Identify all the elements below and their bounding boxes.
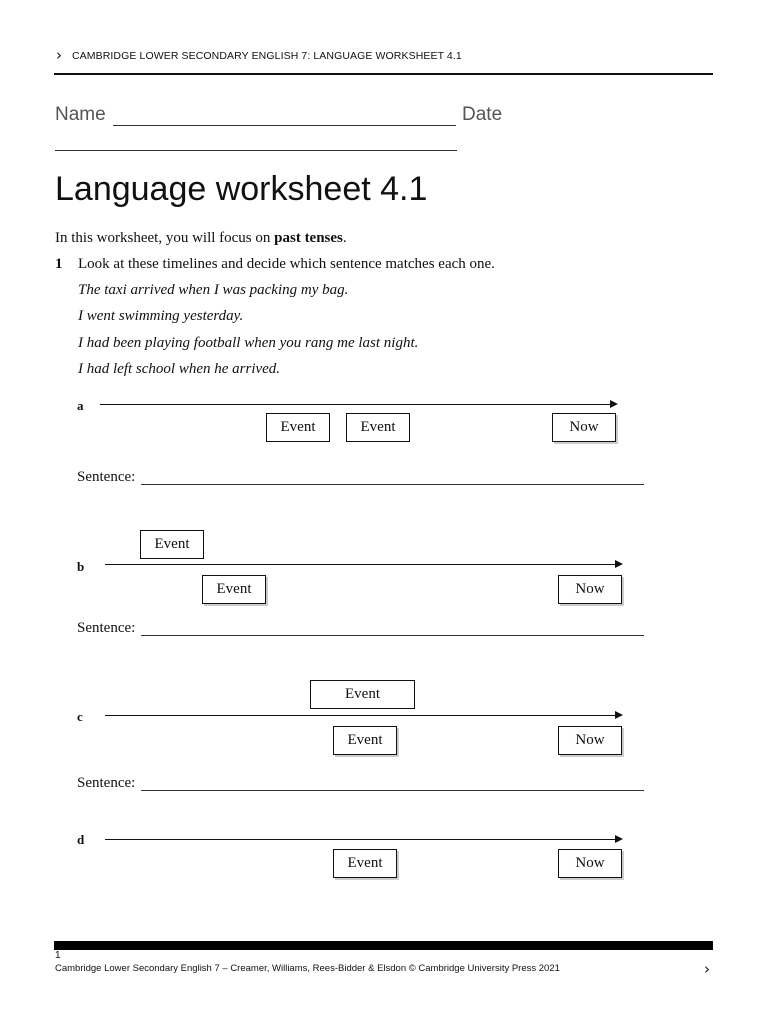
footer-credit: Cambridge Lower Secondary English 7 – Creamer, Williams, Rees-Bidder & Elsdon © Cambridge University Press 2021: [55, 963, 560, 974]
timeline-d-event: Event: [333, 849, 397, 878]
intro-text: [55, 230, 347, 247]
intro-bold: past tenses: [274, 230, 343, 246]
timeline-a-axis: [100, 404, 610, 405]
timeline-c-event-top: Event: [310, 680, 415, 709]
question-number: 1: [55, 256, 63, 272]
timeline-a-event-1: Event: [266, 413, 330, 442]
footer-bar: [54, 941, 713, 950]
timeline-a-label: a: [77, 398, 84, 413]
timeline-c-sentence-label: Sentence:: [77, 775, 136, 791]
header-title: CAMBRIDGE LOWER SECONDARY ENGLISH 7: LANGUAGE WORKSHEET 4.1: [72, 50, 462, 62]
footer-chevron-icon: ›: [704, 960, 710, 978]
timeline-c-axis: [105, 715, 615, 716]
intro-after: .: [342, 230, 347, 246]
header-rule: [54, 73, 713, 75]
timeline-d-now: Now: [558, 849, 622, 878]
page-title: Language worksheet 4.1: [55, 170, 428, 208]
timeline-b-now: Now: [558, 575, 622, 604]
timeline-a-now: Now: [552, 413, 616, 442]
timeline-d-axis: [105, 839, 615, 840]
timeline-c-event-bottom: Event: [333, 726, 397, 755]
name-label: Name: [55, 104, 106, 125]
sentence-option: I had left school when he arrived.: [78, 361, 281, 377]
timeline-a-arrow-icon: [610, 400, 618, 408]
sentence-option: The taxi arrived when I was packing my bag.: [78, 282, 349, 298]
question-text: Look at these timelines and decide which sentence matches each one.: [78, 256, 495, 272]
sentence-option: I went swimming yesterday.: [78, 308, 244, 324]
timeline-d-label: d: [77, 832, 85, 847]
sentence-option: I had been playing football when you rang me last night.: [78, 335, 419, 351]
name-field[interactable]: [113, 125, 456, 126]
timeline-c-arrow-icon: [615, 711, 623, 719]
timeline-a-event-2: Event: [346, 413, 410, 442]
timeline-b-sentence-field[interactable]: [141, 635, 644, 636]
date-label: Date: [462, 104, 503, 125]
timeline-b-arrow-icon: [615, 560, 623, 568]
timeline-a-sentence-label: Sentence:: [77, 469, 136, 485]
header-chevron-icon: ›: [56, 46, 62, 64]
timeline-c-now: Now: [558, 726, 622, 755]
date-field[interactable]: [55, 150, 457, 151]
timeline-b-event-top: Event: [140, 530, 204, 559]
timeline-b-event-bottom: Event: [202, 575, 266, 604]
page-number: 1: [55, 950, 61, 961]
timeline-c-label: c: [77, 709, 83, 724]
timeline-b-axis: [105, 564, 615, 565]
intro-before: In this worksheet, you will focus on: [55, 230, 275, 246]
timeline-b-sentence-label: Sentence:: [77, 620, 136, 636]
timeline-a-sentence-field[interactable]: [141, 484, 644, 485]
timeline-c-sentence-field[interactable]: [141, 790, 644, 791]
timeline-b-label: b: [77, 559, 85, 574]
timeline-d-arrow-icon: [615, 835, 623, 843]
